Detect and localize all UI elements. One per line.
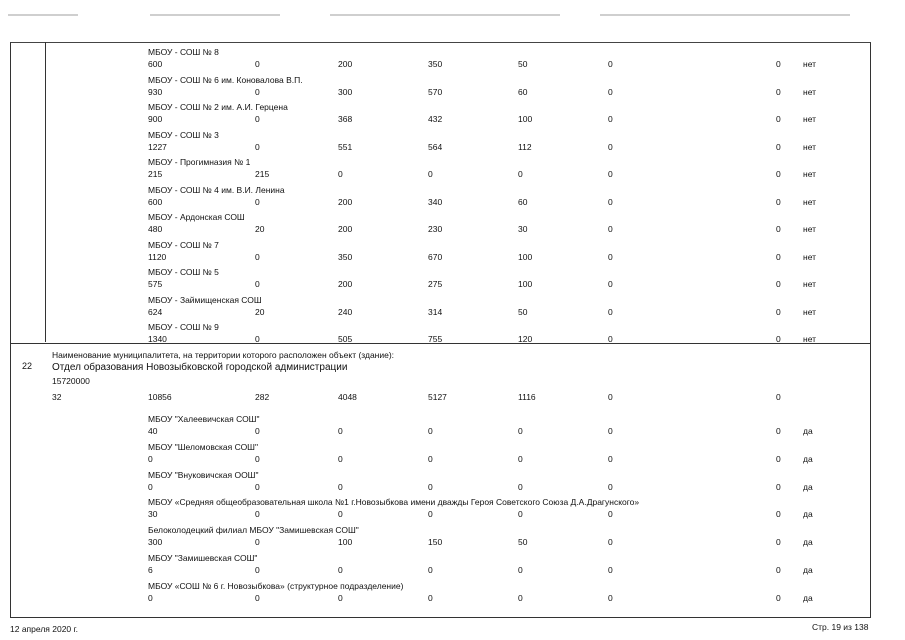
- summary-cell: 0: [776, 392, 781, 402]
- table-cell: 200: [338, 59, 353, 69]
- summary-cell: 1116: [518, 392, 536, 402]
- table-cell: 600: [148, 59, 163, 69]
- school-name: Белоколодецкий филиал МБОУ "Замишевская СОШ": [148, 525, 359, 536]
- table-cell: да: [803, 537, 813, 548]
- summary-cell: 0: [608, 392, 613, 402]
- table-cell: 100: [518, 251, 533, 262]
- table-cell: 0: [255, 426, 260, 436]
- section-label: Наименование муниципалитета, на территории которого расположен объект (здание):: [52, 350, 395, 360]
- table-cell: 0: [338, 592, 343, 603]
- table-cell: 50: [518, 537, 528, 548]
- table-cell: 0: [255, 334, 260, 344]
- table-cell: 314: [428, 306, 443, 317]
- summary-cell: 4048: [338, 392, 357, 402]
- table-cell: 0: [608, 279, 613, 289]
- school-name: МБОУ - Прогимназия № 1: [148, 157, 251, 167]
- table-cell: 0: [428, 565, 433, 575]
- table-cell: 0: [255, 537, 260, 548]
- school-name: МБОУ «Средняя общеобразовательная школа №1 г.Новозыбкова имени дважды Героя Советского Союза Д.А.Драгунского»: [148, 497, 640, 508]
- table-cell: 0: [776, 537, 781, 548]
- table-cell: 0: [255, 453, 260, 464]
- school-name: МБОУ - СОШ № 7: [148, 239, 219, 250]
- table-cell: 120: [518, 334, 533, 344]
- table-cell: 20: [255, 306, 265, 317]
- table-cell: 0: [428, 453, 433, 464]
- school-name: МБОУ - Займищенская СОШ: [148, 294, 262, 305]
- table-cell: 150: [428, 537, 443, 548]
- table-cell: 340: [428, 196, 443, 207]
- section-code: 15720000: [52, 376, 90, 386]
- scan-artifact: [330, 14, 560, 16]
- table-cell: 0: [255, 114, 260, 124]
- table-cell: 0: [608, 141, 613, 152]
- table-cell: 0: [428, 426, 433, 436]
- table-cell: 0: [255, 509, 260, 520]
- table-cell: 60: [518, 196, 528, 207]
- table-cell: 0: [776, 59, 781, 69]
- table-cell: 200: [338, 279, 353, 289]
- table-cell: нет: [803, 86, 817, 97]
- table-cell: 40: [148, 426, 158, 436]
- table-cell: 0: [608, 537, 613, 548]
- table-cell: 0: [255, 279, 260, 289]
- table-cell: 215: [255, 169, 270, 179]
- table-cell: 0: [148, 481, 153, 492]
- section-number: 22: [22, 361, 33, 371]
- table-cell: 0: [255, 141, 260, 152]
- school-name: МБОУ - СОШ № 4 им. В.И. Ленина: [148, 184, 285, 195]
- table-cell: 930: [148, 86, 163, 97]
- table-cell: 480: [148, 224, 163, 234]
- table-cell: 300: [338, 86, 353, 97]
- table-cell: да: [803, 509, 813, 520]
- table-cell: 0: [428, 481, 433, 492]
- table-cell: 50: [518, 59, 528, 69]
- table-cell: 0: [608, 114, 613, 124]
- table-cell: 0: [518, 509, 523, 520]
- table-cell: 0: [776, 141, 781, 152]
- table-cell: 0: [776, 453, 781, 464]
- table-cell: нет: [803, 251, 817, 262]
- table-cell: 505: [338, 334, 353, 344]
- school-name: МБОУ - СОШ № 8: [148, 47, 219, 57]
- table-cell: 0: [608, 251, 613, 262]
- table-cell: 350: [428, 59, 443, 69]
- table-cell: 564: [428, 141, 443, 152]
- table-cell: 0: [255, 592, 260, 603]
- table-cell: 900: [148, 114, 163, 124]
- table-cell: да: [803, 481, 813, 492]
- summary-cell: 282: [255, 392, 270, 402]
- table-cell: 240: [338, 306, 353, 317]
- scan-artifact: [8, 14, 78, 16]
- table-cell: 432: [428, 114, 443, 124]
- table-cell: 0: [518, 565, 523, 575]
- table-cell: нет: [803, 279, 817, 289]
- table-cell: 0: [776, 224, 781, 234]
- summary-cell: 5127: [428, 392, 447, 402]
- table-cell: нет: [803, 334, 817, 344]
- table-cell: 0: [518, 169, 523, 179]
- table-cell: 100: [518, 114, 533, 124]
- table-cell: 0: [518, 481, 523, 492]
- table-cell: 20: [255, 224, 265, 234]
- scan-artifact: [150, 14, 280, 16]
- table-cell: 0: [255, 481, 260, 492]
- table-cell: нет: [803, 224, 817, 234]
- school-name: МБОУ - СОШ № 6 им. Коновалова В.П.: [148, 74, 303, 85]
- table-cell: 6: [148, 565, 153, 575]
- table-cell: 0: [608, 592, 613, 603]
- table-cell: 551: [338, 141, 353, 152]
- scan-artifact: [600, 14, 850, 16]
- table-cell: 624: [148, 306, 163, 317]
- table-cell: 100: [518, 279, 533, 289]
- table-cell: 0: [428, 509, 433, 520]
- table-cell: 112: [518, 141, 532, 152]
- table-cell: 0: [776, 481, 781, 492]
- table-cell: 670: [428, 251, 443, 262]
- table-cell: 0: [608, 86, 613, 97]
- table-cell: 0: [608, 224, 613, 234]
- table-cell: 0: [148, 592, 153, 603]
- summary-cell: 10856: [148, 392, 172, 402]
- table-cell: 0: [776, 592, 781, 603]
- table-cell: 0: [338, 565, 343, 575]
- table-cell: 755: [428, 334, 443, 344]
- table-cell: 0: [776, 196, 781, 207]
- table-cell: нет: [803, 306, 817, 317]
- table-cell: нет: [803, 141, 817, 152]
- table-cell: 275: [428, 279, 443, 289]
- school-name: МБОУ "Замишевская СОШ": [148, 553, 258, 563]
- table-cell: 0: [338, 481, 343, 492]
- table-cell: 0: [776, 169, 781, 179]
- table-cell: 0: [608, 481, 613, 492]
- table-cell: 215: [148, 169, 163, 179]
- footer-page: Стр. 19 из 138: [812, 622, 869, 632]
- table-cell: 200: [338, 196, 353, 207]
- table-cell: да: [803, 592, 813, 603]
- table-cell: 0: [608, 565, 613, 575]
- table-cell: 350: [338, 251, 353, 262]
- table-cell: 0: [338, 426, 343, 436]
- school-name: МБОУ - Ардонская СОШ: [148, 212, 245, 222]
- table-cell: 368: [338, 114, 353, 124]
- table-cell: 570: [428, 86, 443, 97]
- table-cell: 0: [338, 453, 343, 464]
- number-column-divider: [45, 42, 46, 342]
- table-cell: нет: [803, 169, 817, 179]
- table-cell: 0: [608, 169, 613, 179]
- table-cell: 1340: [148, 334, 167, 344]
- table-cell: 300: [148, 537, 163, 548]
- table-cell: 0: [608, 509, 613, 520]
- school-name: МБОУ "Халеевичская СОШ": [148, 414, 260, 424]
- table-cell: 0: [428, 169, 433, 179]
- table-cell: 60: [518, 86, 528, 97]
- table-cell: 0: [338, 509, 343, 520]
- table-cell: 1227: [148, 141, 167, 152]
- table-cell: 0: [776, 279, 781, 289]
- table-cell: 0: [608, 196, 613, 207]
- school-name: МБОУ - СОШ № 3: [148, 129, 219, 140]
- table-cell: 0: [608, 334, 613, 344]
- table-cell: 0: [776, 426, 781, 436]
- school-name: МБОУ «СОШ № 6 г. Новозыбкова» (структурное подразделение): [148, 580, 404, 591]
- school-name: МБОУ - СОШ № 5: [148, 267, 219, 277]
- table-cell: да: [803, 565, 813, 575]
- table-cell: 30: [518, 224, 528, 234]
- table-cell: 0: [338, 169, 343, 179]
- table-cell: 0: [776, 114, 781, 124]
- table-cell: 0: [776, 251, 781, 262]
- table-frame: [10, 42, 871, 618]
- summary-cell: 32: [52, 392, 62, 402]
- table-cell: 0: [776, 306, 781, 317]
- table-cell: 0: [255, 565, 260, 575]
- section-title: Отдел образования Новозыбковской городской администрации: [52, 362, 348, 373]
- table-cell: да: [803, 453, 813, 464]
- school-name: МБОУ "Внуковичская ООШ": [148, 469, 259, 480]
- footer-date: 12 апреля 2020 г.: [10, 624, 78, 634]
- table-cell: 200: [338, 224, 353, 234]
- school-name: МБОУ - СОШ № 9: [148, 322, 219, 332]
- table-cell: 100: [338, 537, 353, 548]
- table-cell: 575: [148, 279, 163, 289]
- table-cell: 0: [518, 592, 523, 603]
- table-cell: 1120: [148, 251, 167, 262]
- table-cell: да: [803, 426, 813, 436]
- table-cell: 0: [608, 426, 613, 436]
- table-cell: 0: [776, 334, 781, 344]
- table-cell: 0: [608, 59, 613, 69]
- table-cell: 50: [518, 306, 528, 317]
- table-cell: 0: [608, 453, 613, 464]
- table-cell: нет: [803, 114, 817, 124]
- table-cell: 0: [255, 86, 260, 97]
- table-cell: 30: [148, 509, 158, 520]
- table-cell: 0: [608, 306, 613, 317]
- table-cell: 0: [428, 592, 433, 603]
- table-cell: 230: [428, 224, 443, 234]
- table-cell: 0: [776, 509, 781, 520]
- table-cell: 600: [148, 196, 163, 207]
- table-cell: нет: [803, 59, 817, 69]
- school-name: МБОУ "Шеломовская СОШ": [148, 441, 258, 452]
- table-cell: 0: [518, 426, 523, 436]
- table-cell: 0: [255, 196, 260, 207]
- table-cell: нет: [803, 196, 817, 207]
- school-name: МБОУ - СОШ № 2 им. А.И. Герцена: [148, 102, 288, 112]
- table-cell: 0: [776, 86, 781, 97]
- table-cell: 0: [255, 251, 260, 262]
- table-cell: 0: [518, 453, 523, 464]
- table-cell: 0: [148, 453, 153, 464]
- table-cell: 0: [776, 565, 781, 575]
- table-cell: 0: [255, 59, 260, 69]
